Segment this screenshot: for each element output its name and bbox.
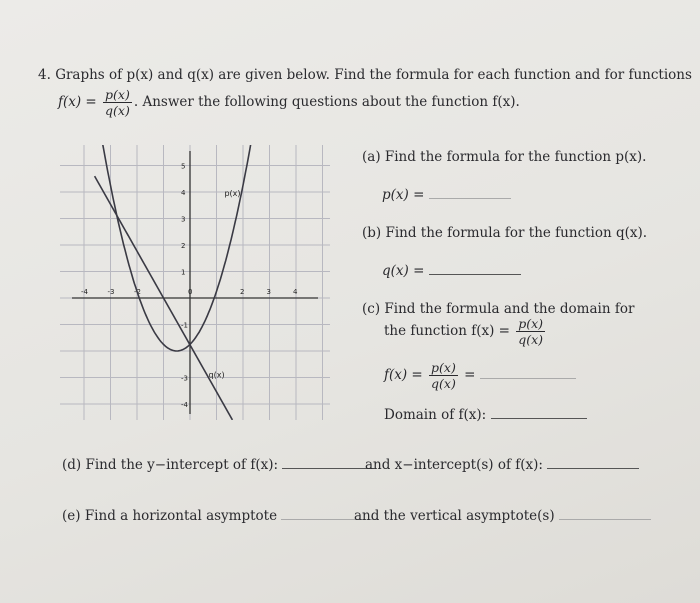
x-tick-label: 0 xyxy=(188,288,193,296)
fraction-numerator: p(x) xyxy=(105,87,130,102)
part-d-x-intercept-row xyxy=(365,456,639,474)
f-definition-lhs: f(x) = xyxy=(58,94,97,110)
part-c-numerator: p(x) xyxy=(518,316,544,331)
function-graph xyxy=(60,145,330,420)
x-intercept-blank[interactable] xyxy=(547,456,639,469)
part-c-function-text: the function f(x) = xyxy=(384,323,510,339)
q-answer-lhs: q(x) = xyxy=(382,263,425,279)
domain-row xyxy=(384,406,587,424)
x-tick-label: 3 xyxy=(266,288,271,296)
y-tick-label: 1 xyxy=(181,268,186,277)
x-tick-label: -3 xyxy=(107,288,115,296)
y-tick-label: -3 xyxy=(181,374,188,383)
part-c-prompt: (c) Find the formula and the domain for xyxy=(362,301,635,317)
problem-intro-text-a: Graphs of p(x) and q(x) are given below. Find the formula for each function and for functions xyxy=(55,67,692,83)
y-tick-label: 2 xyxy=(181,242,186,250)
vertical-asymptote-blank[interactable] xyxy=(559,507,651,520)
f-definition-fraction xyxy=(103,87,132,118)
part-d-row xyxy=(62,456,374,474)
graph-axes xyxy=(72,151,318,414)
part-e-vertical-row xyxy=(354,507,651,525)
y-tick-label: -1 xyxy=(181,321,188,330)
part-c-prompt-line2 xyxy=(384,316,547,347)
problem-intro xyxy=(38,66,692,84)
part-c-fraction xyxy=(516,316,545,347)
problem-intro-text-b: . Answer the following questions about the function f(x). xyxy=(133,94,520,110)
f-answer-blank[interactable] xyxy=(480,366,576,379)
x-tick-label: -4 xyxy=(81,288,88,296)
part-c-answer-row xyxy=(384,360,576,391)
part-b-prompt: (b) Find the formula for the function q(x). xyxy=(362,225,648,241)
f-answer-equals: = xyxy=(464,367,476,383)
x-tick-label: 2 xyxy=(240,288,245,296)
y-tick-label: 5 xyxy=(181,162,186,171)
part-b-answer-row xyxy=(382,262,521,280)
p-answer-lhs: p(x) = xyxy=(382,187,425,203)
y-tick-label: -4 xyxy=(181,401,188,409)
part-e-vertical-label: and the vertical asymptote(s) xyxy=(354,508,555,524)
p-answer-blank[interactable] xyxy=(429,186,511,199)
part-a-prompt: (a) Find the formula for the function p(x). xyxy=(362,149,647,165)
part-d-x-intercept-label: and x−intercept(s) of f(x): xyxy=(365,457,543,473)
q-answer-blank[interactable] xyxy=(429,262,521,275)
domain-label: Domain of f(x): xyxy=(384,407,487,423)
fraction-denominator: q(x) xyxy=(105,103,130,118)
part-c-denominator: q(x) xyxy=(518,332,544,347)
part-e-horizontal-label: (e) Find a horizontal asymptote xyxy=(62,508,278,524)
p-curve-label: p(x) xyxy=(224,188,241,198)
y-tick-label: 3 xyxy=(181,215,186,224)
f-answer-fraction xyxy=(429,360,458,391)
part-d-y-intercept-label: (d) Find the y−intercept of f(x): xyxy=(62,457,279,473)
x-tick-label: 4 xyxy=(293,288,298,296)
problem-intro-line2 xyxy=(58,87,520,118)
y-intercept-blank[interactable] xyxy=(282,456,374,469)
problem-number: 4. xyxy=(38,67,51,83)
part-a-answer-row xyxy=(382,186,511,204)
f-answer-denominator: q(x) xyxy=(431,376,456,391)
f-answer-numerator: p(x) xyxy=(431,360,456,375)
q-line-label: q(x) xyxy=(208,370,225,380)
domain-blank[interactable] xyxy=(491,406,587,419)
y-tick-label: 4 xyxy=(181,189,186,197)
f-answer-lhs: f(x) = xyxy=(384,367,423,383)
x-tick-label: -2 xyxy=(134,288,141,296)
part-e-row xyxy=(62,507,377,525)
